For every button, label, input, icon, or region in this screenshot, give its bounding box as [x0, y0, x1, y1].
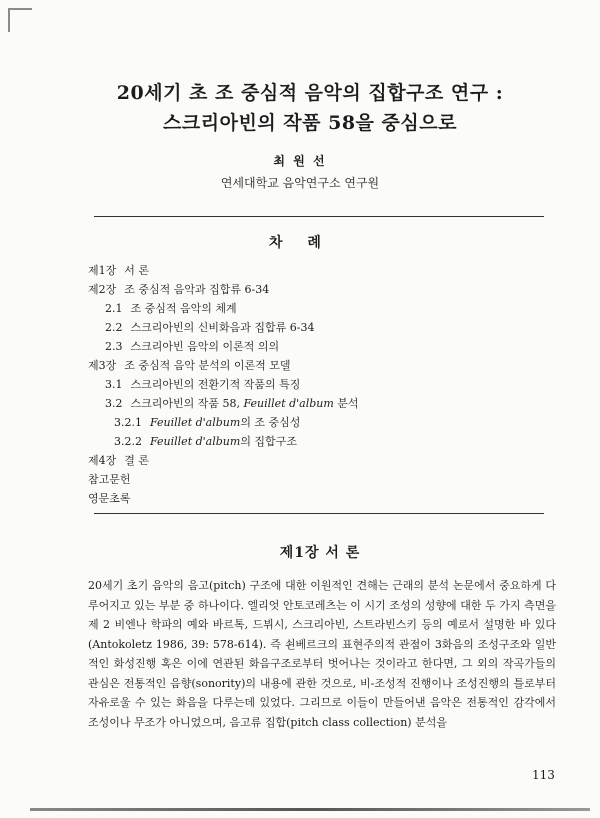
toc-item: [114, 433, 297, 449]
toc-item: [105, 376, 300, 392]
toc-item-suffix: 의 조 중심성: [240, 416, 301, 429]
toc-item-text: 스크리아빈의 전환기적 작품의 특징: [130, 378, 301, 391]
toc-item-number: 제4장: [88, 454, 117, 467]
toc-top-rule: [94, 216, 544, 217]
toc-item-number: 3.2.2: [114, 435, 142, 448]
toc-item-number: 3.1: [105, 378, 123, 391]
toc-item-text: 조 중심적 음악 분석의 이론적 모델: [124, 359, 291, 372]
toc-item: [105, 338, 279, 354]
toc-item-text: 조 중심적 음악과 집합류 6-34: [124, 283, 270, 296]
toc-item-text: 결 론: [124, 454, 150, 467]
toc-item: [88, 490, 131, 506]
toc-item-number: 제1장: [88, 264, 117, 277]
toc-heading: 차 례: [269, 235, 331, 251]
chapter-heading: 제1장 서 론: [279, 545, 361, 561]
title-line-1: 20세기 초 조 중심적 음악의 집합구조 연구 :: [116, 82, 504, 104]
toc-item-text: 참고문헌: [88, 473, 131, 486]
toc-item: [88, 471, 131, 487]
author-affiliation: 연세대학교 음악연구소 연구원: [220, 176, 380, 190]
toc-item: [88, 281, 269, 297]
toc-item-number: 3.2.1: [114, 416, 142, 429]
toc-item-number: 3.2: [105, 397, 123, 410]
toc-item-italic: Feuillet d'album: [150, 416, 241, 429]
toc-item: [105, 395, 359, 411]
toc-item-text: 서 론: [124, 264, 150, 277]
toc-item: [88, 357, 291, 373]
scan-corner-mark: [8, 8, 32, 32]
toc-item-italic: Feuillet d'album: [150, 435, 241, 448]
toc-item-text: 스크리아빈의 작품 58,: [130, 397, 240, 410]
toc-item-text: 조 중심적 음악의 체계: [130, 302, 237, 315]
title-line-2: 스크리아빈의 작품 58을 중심으로: [163, 112, 457, 134]
toc-item-text: 영문초록: [88, 492, 131, 505]
toc-item-number: 2.1: [105, 302, 123, 315]
toc-item-suffix: 의 집합구조: [240, 435, 297, 448]
body-paragraph: 20세기 초기 음악의 음고(pitch) 구조에 대한 이원적인 견해는 근래의 분석 논문에서 중요하게 다루어지고 있는 부분 중 하나이다. 엘리엇 안토코레츠는 이 시기 조성의 성향에 대한 두 가지 측면을 제 2 비엔나 학파의 예와 바르톡, 드뷔시, 스크리아빈, 스트라빈스키 등의 예로서 설명한 바 있다(Antokoletz 1986, 39: 578-614). 즉 쇤베르크의 표현주의적 관점이 3화음의 조성구조와 일반적인 화성진행 혹은 이에 연관된 화음구조로부터 벗어나는 것이라고 한다면, 그 외의 작곡가들의 관심은 전통적인 음향(sonority)의 내용에 관한 것으로, 비-조성적 진행이나 조성진행의 틀로부터 자유로울 수 있는 화음을 다루는데 있었다. 그리므로 이들이 만들어낸 음악은 전통적인 감각에서 조성이나 무조가 아니었으며, 음고류 집합(pitch class collection) 분석을: [88, 579, 556, 729]
toc-item-number: 2.2: [105, 321, 123, 334]
toc-item-number: 제2장: [88, 283, 117, 296]
toc-item: [114, 414, 300, 430]
toc-item-suffix: 분석: [333, 397, 359, 410]
toc-item: [105, 319, 314, 335]
toc-item-italic: Feuillet d'album: [243, 397, 334, 410]
toc-bottom-rule: [94, 513, 544, 514]
scan-bottom-edge: [30, 808, 590, 811]
author-name: 최 원 선: [273, 154, 327, 168]
page-number: 113: [532, 768, 555, 782]
toc-item: [88, 262, 149, 278]
toc-item-number: 2.3: [105, 340, 123, 353]
toc-item-text: 스크리아빈 음악의 이론적 의의: [130, 340, 280, 353]
toc-item: [88, 452, 149, 468]
toc-item-number: 제3장: [88, 359, 117, 372]
toc-item-text: 스크리아빈의 신비화음과 집합류 6-34: [130, 321, 315, 334]
toc-item: [105, 300, 237, 316]
